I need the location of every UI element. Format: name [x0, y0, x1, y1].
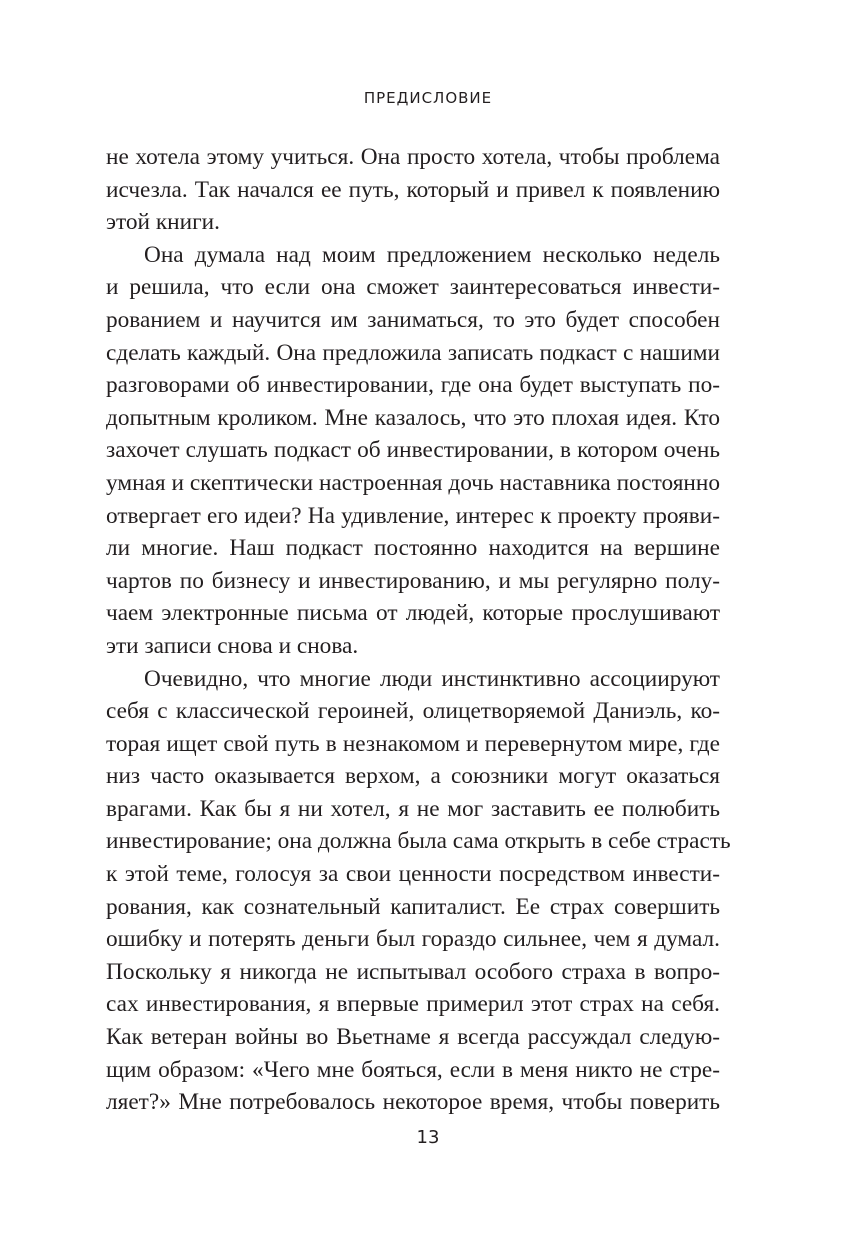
text-line: рованием и научится им заниматься, то это будет способен: [106, 306, 720, 333]
text-line: чартов по бизнесу и инвестированию, и мы регулярно полу-: [106, 567, 720, 594]
text-line: себя с классической героиней, олицетворяемой Даниэль, ко-: [106, 698, 720, 725]
text-line: ли многие. Наш подкаст постоянно находится на вершине: [106, 535, 720, 562]
text-line: торая ищет свой путь в незнакомом и перевернутом мире, где: [106, 730, 720, 757]
text-line: умная и скептически настроенная дочь наставника постоянно: [106, 469, 720, 496]
text-line: ошибку и потерять деньги был гораздо сильнее, чем я думал.: [106, 926, 720, 953]
text-line: и решила, что если она сможет заинтересоваться инвести-: [106, 274, 720, 301]
text-line: захочет слушать подкаст об инвестировании, в котором очень: [106, 437, 720, 464]
text-line: врагами. Как бы я ни хотел, я не мог заставить ее полюбить: [106, 795, 720, 822]
page-number: 13: [416, 1127, 440, 1148]
text-line: допытным кроликом. Мне казалось, что это плохая идея. Кто: [106, 404, 720, 431]
text-line: отвергает его идеи? На удивление, интерес к проекту прояви-: [106, 502, 720, 529]
running-head: ПРЕДИСЛОВИЕ: [363, 89, 493, 107]
text-line: сах инвестирования, я впервые примерил этот страх на себя.: [106, 991, 720, 1018]
text-line: щим образом: «Чего мне бояться, если в меня никто не стре-: [106, 1056, 720, 1083]
text-line: разговорами об инвестировании, где она будет выступать по-: [106, 372, 720, 399]
text-line: инвестирование; она должна была сама открыть в себе страсть: [106, 828, 731, 855]
text-line: к этой теме, голосуя за свои ценности посредством инвести-: [106, 861, 720, 888]
text-line: Она думала над моим предложением несколько недель: [144, 241, 720, 268]
body-text: [106, 141, 731, 1119]
text-line: ляет?» Мне потребовалось некоторое время, чтобы поверить: [106, 1089, 720, 1116]
text-line: Очевидно, что многие люди инстинктивно ассоциируют: [144, 665, 720, 692]
text-line: чаем электронные письма от людей, которые прослушивают: [106, 600, 720, 627]
text-line: Как ветеран войны во Вьетнаме я всегда рассуждал следую-: [106, 1024, 720, 1051]
text-line: Поскольку я никогда не испытывал особого страха в вопро-: [106, 958, 720, 985]
text-line: низ часто оказывается верхом, а союзники могут оказаться: [106, 763, 720, 790]
text-line: исчезла. Так начался ее путь, который и привел к появлению: [106, 176, 720, 203]
text-line: сделать каждый. Она предложила записать подкаст с нашими: [106, 339, 720, 366]
text-line: не хотела этому учиться. Она просто хотела, чтобы проблема: [106, 144, 720, 170]
text-line: рования, как сознательный капиталист. Ее страх совершить: [106, 893, 720, 920]
text-line: этой книги.: [106, 209, 220, 236]
text-line: эти записи снова и снова.: [106, 632, 359, 659]
